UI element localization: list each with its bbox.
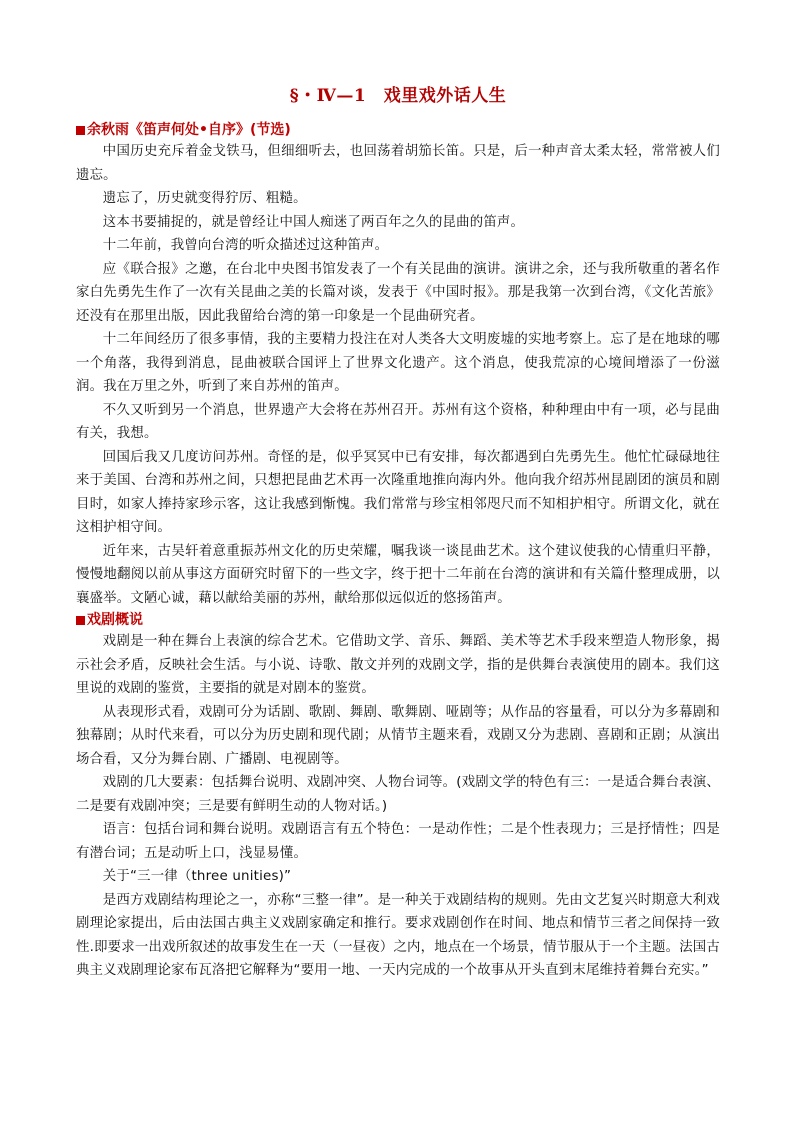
paragraph: 这本书要捕捉的，就是曾经让中国人痴迷了两百年之久的昆曲的笛声。	[102, 214, 525, 230]
paragraph: 不久又听到另一个消息，世界遗产大会将在苏州召开。苏州有这个资格，种种理由中有一项，必与昆曲有关，我想。	[76, 402, 720, 441]
paragraph: 中国历史充斥着金戈铁马，但细细听去，也回荡着胡笳长笛。只是，后一种声音太柔太轻，常常被人们遗忘。	[76, 144, 720, 183]
paragraph: 应《联合报》之邀，在台北中央图书馆发表了一个有关昆曲的演讲。演讲之余，还与我所敬重的著名作家白先勇先生作了一次有关昆曲之美的长篇对谈，发表于《中国时报》。那是我第一次到台湾，《文化苦旅》还没有在那里出版，因此我留给台湾的第一印象是一个昆曲研究者。	[76, 261, 720, 324]
page-title: §・Ⅳ—1 戏里戏外话人生	[289, 86, 507, 106]
paragraph: 是西方戏剧结构理论之一，亦称“三整一律”。是一种关于戏剧结构的规则。先由文艺复兴时期意大利戏剧理论家提出，后由法国古典主义戏剧家确定和推行。要求戏剧创作在时间、地点和情节三者之间保持一致性.即要求一出戏所叙述的故事发生在一天（一昼夜）之内，地点在一个场景，情节服从于一个主题。法国古典主义戏剧理论家布瓦洛把它解释为“要用一地、一天内完成的一个故事从开头直到末尾维持着舞台充实。”	[76, 892, 720, 978]
paragraph: 关于“三一律（three unities)”	[102, 869, 292, 884]
section-heading-drama-overview	[76, 610, 720, 630]
section-heading-preface	[76, 120, 720, 140]
section-heading-text: 戏剧概说	[87, 612, 143, 628]
paragraph: 戏剧的几大要素：包括舞台说明、戏剧冲突、人物台词等。(戏剧文学的特色有三：一是适合舞台表演、二是要有戏剧冲突；三是要有鲜明生动的人物对话。)	[76, 775, 720, 814]
paragraph: 从表现形式看，戏剧可分为话剧、歌剧、舞剧、歌舞剧、哑剧等；从作品的容量看，可以分为多幕剧和独幕剧；从时代来看，可以分为历史剧和现代剧；从情节主题来看，戏剧又分为悲剧、喜剧和正剧；从演出场合看，又分为舞台剧、广播剧、电视剧等。	[76, 704, 720, 767]
paragraph: 遗忘了，历史就变得狞厉、粗糙。	[102, 191, 307, 206]
document-page	[76, 84, 720, 983]
paragraph: 近年来，古吴轩着意重振苏州文化的历史荣耀，嘱我谈一谈昆曲艺术。这个建议使我的心情重归平静，慢慢地翻阅以前从事这方面研究时留下的一些文字，终于把十二年前在台湾的演讲和有关篇什整理成册，以襄盛举。文陋心诚，藉以献给美丽的苏州，献给那似远似近的悠扬笛声。	[76, 543, 720, 606]
section-heading-text: 余秋雨《笛声何处•自序》(节选)	[87, 122, 291, 138]
paragraph: 十二年前，我曾向台湾的听众描述过这种笛声。	[102, 238, 389, 253]
square-bullet-icon	[76, 616, 85, 625]
paragraph: 戏剧是一种在舞台上表演的综合艺术。它借助文学、音乐、舞蹈、美术等艺术手段来塑造人物形象，揭示社会矛盾，反映社会生活。与小说、诗歌、散文并列的戏剧文学，指的是供舞台表演使用的剧本。我们这里说的戏剧的鉴赏，主要指的就是对剧本的鉴赏。	[76, 634, 720, 696]
paragraph: 语言：包括台词和舞台说明。戏剧语言有五个特色：一是动作性；二是个性表现力；三是抒情性；四是有潜台词；五是动听上口，浅显易懂。	[76, 822, 720, 861]
square-bullet-icon	[76, 126, 85, 135]
paragraph: 十二年间经历了很多事情，我的主要精力投注在对人类各大文明废墟的实地考察上。忘了是在地球的哪一个角落，我得到消息，昆曲被联合国评上了世界文化遗产。这个消息，使我荒凉的心境间增添了一份滋润。我在万里之外，听到了来自苏州的笛声。	[76, 332, 720, 394]
paragraph: 回国后我又几度访问苏州。奇怪的是，似乎冥冥中已有安排，每次都遇到白先勇先生。他忙忙碌碌地往来于美国、台湾和苏州之间，只想把昆曲艺术再一次隆重地推向海内外。他向我介绍苏州昆剧团的演员和剧目时，如家人捧持家珍示客，这让我感到惭愧。我们常常与珍宝相邻咫尺而不知相护相守。所谓文化，就在这相护相守间。	[76, 449, 720, 535]
